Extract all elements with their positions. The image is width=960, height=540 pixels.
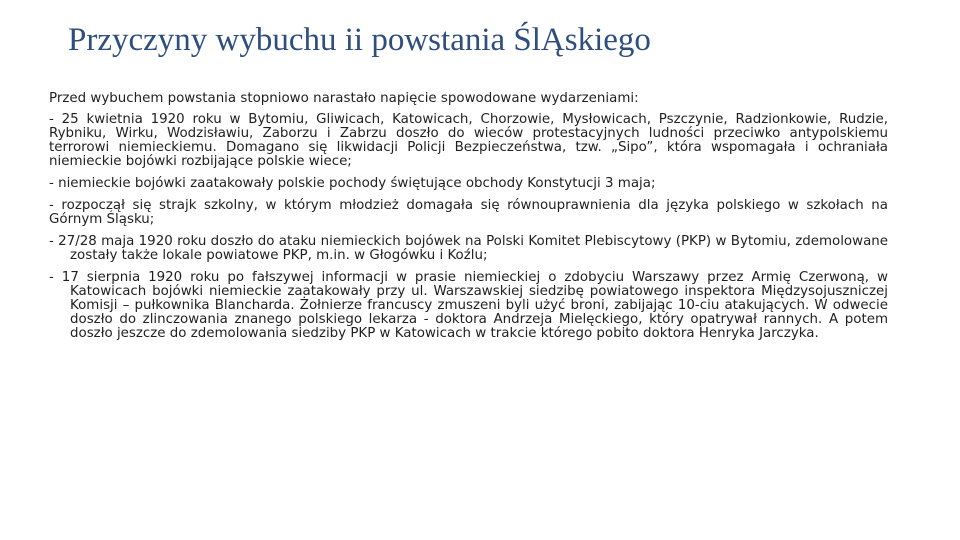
event-item-2: - niemieckie bojówki zaatakowały polskie pochody świętujące obchody Konstytucji 3 maja; — [49, 176, 656, 191]
event-item-3: - rozpoczął się strajk szkolny, w którym młodzież domagała się równouprawnienia dla języka polskiego w szkołach na Górnym Śląsku; — [49, 198, 888, 227]
event-item-1: - 25 kwietnia 1920 roku w Bytomiu, Gliwicach, Katowicach, Chorzowie, Mysłowicach, Pszczynie, Radzionkowie, Rudzie, Rybniku, Wirku, Wodzisławiu, Zaborzu i Zabrzu doszło do wieców protestacyjnych ludności przeciwko antypolskiemu terrorowi niemieckiemu. Domagano się likwidacji Policji Bezpieczeństwa, tzw. „Sipo”, która wspomagała i ochraniała niemieckie bojówki rozbijające polskie wiece; — [49, 112, 888, 169]
slide-body — [49, 92, 888, 341]
slide-title: Przyczyny wybuchu ii powstania ŚlĄskiego — [68, 22, 651, 58]
event-item-5: - 17 sierpnia 1920 roku po fałszywej informacji w prasie niemieckiej o zdobyciu Warszawy przez Armię Czerwoną, w Katowicach bojówki niemieckie zaatakowały przy ul. Warszawskiej siedzibę powiatowego inspektora Międzysojuszniczej Komisji – pułkownika Blancharda. Żołnierze francuscy zmuszeni byli użyć broni, zabijając 10-ciu atakujących. W odwecie doszło do zlinczowania znanego polskiego lekarza - doktora Andrzeja Mielęckiego, który opatrywał rannych. A potem doszło jeszcze do zdemolowania siedziby PKP w Katowicach w trakcie którego pobito doktora Henryka Jarczyka. — [49, 270, 888, 341]
event-item-4: - 27/28 maja 1920 roku doszło do ataku niemieckich bojówek na Polski Komitet Plebiscytowy (PKP) w Bytomiu, zdemolowane zostały także lokale powiatowe PKP, m.in. w Głogówku i Koźlu; — [49, 234, 888, 263]
intro-paragraph: Przed wybuchem powstania stopniowo narastało napięcie spowodowane wydarzeniami: — [49, 91, 639, 106]
